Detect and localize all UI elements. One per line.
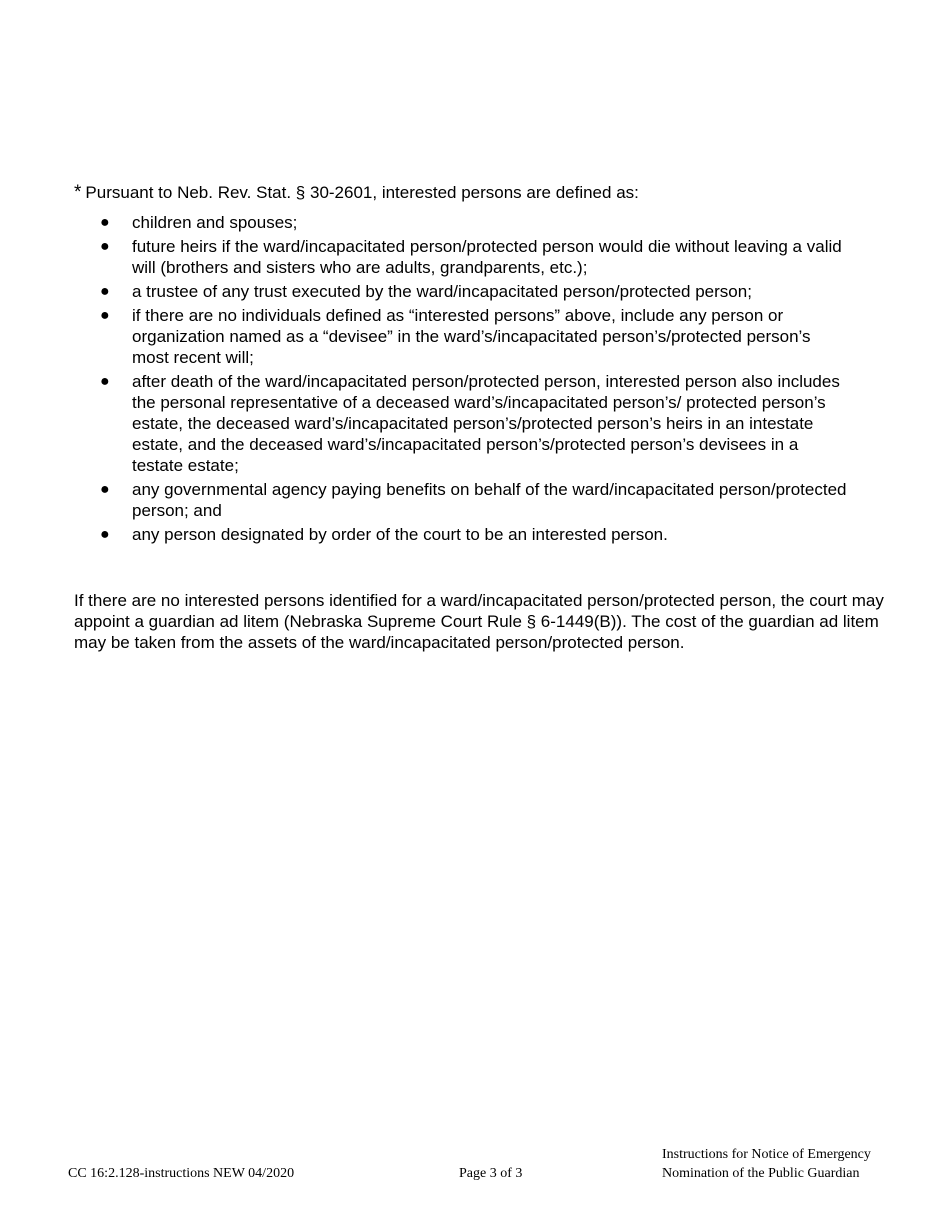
footer-title-line: Instructions for Notice of Emergency	[662, 1147, 871, 1162]
guardian-ad-litem-paragraph: If there are no interested persons identified for a ward/incapacitated person/protected person, the court may appoint a guardian ad litem (Nebraska Supreme Court Rule § 6-1449(B)). The cost of the guardian ad litem may be taken from the assets of the ward/incapacitated person/protected person.	[74, 591, 884, 652]
bullet-icon: ●	[100, 238, 110, 255]
bullet-icon: ●	[100, 526, 110, 543]
bullet-icon: ●	[100, 214, 110, 231]
footer-document-title	[662, 1145, 871, 1183]
interested-persons-list	[0, 212, 950, 548]
bullet-icon: ●	[100, 373, 110, 390]
intro-text: Pursuant to Neb. Rev. Stat. § 30-2601, interested persons are defined as:	[85, 183, 639, 202]
list-item-text: future heirs if the ward/incapacitated person/protected person would die without leaving a valid will (brothers and sisters who are adults, grandparents, etc.);	[132, 237, 842, 277]
list-item-text: any person designated by order of the court to be an interested person.	[132, 525, 668, 544]
footer-title-line: Nomination of the Public Guardian	[662, 1166, 860, 1181]
list-item-text: after death of the ward/incapacitated person/protected person, interested person also includes the personal representative of a deceased ward’s/incapacitated person’s/ protected person’s estate, the deceased ward’s/incapacitated person’s/protected person’s heirs in an intestate estate, and the deceased ward’s/incapacitated person’s/protected person’s devisees in a testate estate;	[132, 372, 840, 475]
asterisk-mark: *	[74, 182, 82, 203]
list-item	[0, 479, 950, 521]
bullet-icon: ●	[100, 481, 110, 498]
footer-page-number: Page 3 of 3	[459, 1166, 523, 1181]
list-item	[0, 524, 950, 545]
footer-form-number: CC 16:2.128-instructions NEW 04/2020	[68, 1166, 295, 1181]
list-item	[0, 281, 950, 302]
list-item	[0, 212, 950, 233]
bullet-icon: ●	[100, 283, 110, 300]
intro-statement	[74, 182, 639, 204]
list-item	[0, 305, 950, 368]
list-item	[0, 371, 950, 476]
bullet-icon: ●	[100, 307, 110, 324]
list-item-text: children and spouses;	[132, 213, 298, 232]
list-item	[0, 236, 950, 278]
list-item-text: any governmental agency paying benefits on behalf of the ward/incapacitated person/protected person; and	[132, 480, 847, 520]
list-item-text: a trustee of any trust executed by the ward/incapacitated person/protected person;	[132, 282, 752, 301]
list-item-text: if there are no individuals defined as “interested persons” above, include any person or organization named as a “devisee” in the ward’s/incapacitated person’s/protected person’s most recent will;	[132, 306, 811, 367]
